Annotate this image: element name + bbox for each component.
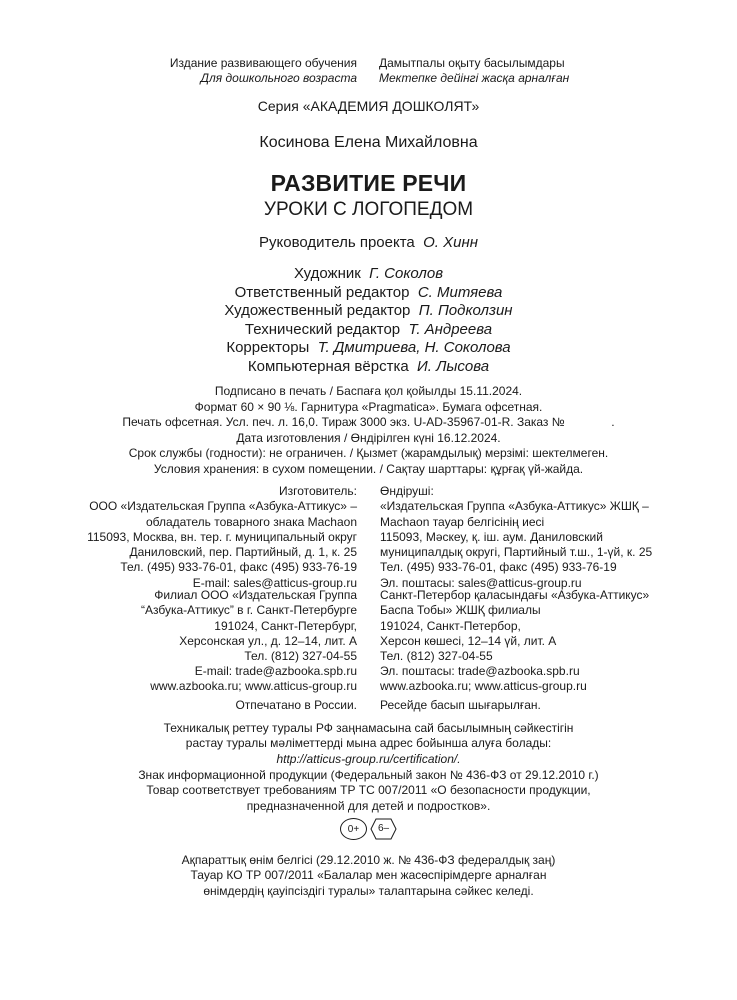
rating-hex-label: 6– bbox=[377, 823, 390, 834]
age-rating-badge: 0+ bbox=[340, 818, 367, 840]
series-name: Серия «АКАДЕМИЯ ДОШКОЛЯТ» bbox=[257, 98, 480, 114]
branch-ru bbox=[60, 588, 357, 680]
credit-line bbox=[0, 339, 737, 358]
branch-line: Баспа Тобы» ЖШҚ филиалы bbox=[380, 603, 541, 618]
branch-line: Санкт-Петербор қаласындағы «Азбука-Аттикус» bbox=[380, 588, 650, 602]
certification-line: Техникалық реттеу туралы РФ заңнамасына сай басылымның сәйкестігін bbox=[163, 721, 574, 735]
credit-role: Ответственный редактор bbox=[234, 283, 410, 301]
publishing-line: Срок службы (годности): не ограничен. / Қызмет (жарамдылық) мерзімі: шектелмеген. bbox=[128, 446, 609, 461]
info-sign bbox=[0, 768, 737, 814]
author-name: Косинова Елена Михайловна bbox=[259, 134, 478, 151]
branch-line: Тел. (812) 327-04-55 bbox=[380, 649, 493, 664]
header-right-line-2: Мектепке дейінгі жасқа арналған bbox=[379, 71, 570, 85]
websites-ru: www.azbooka.ru; www.atticus-group.ru bbox=[150, 679, 357, 693]
header-left bbox=[120, 56, 357, 86]
info-sign-line: предназначенной для детей и подростков». bbox=[246, 798, 491, 813]
printed-ru: Отпечатано в России. bbox=[235, 698, 357, 712]
kazakh-info-line: Тауар КО ТР 007/2011 «Балалар мен жасөспірімдерге арналған bbox=[190, 868, 547, 883]
manufacturer-label: Изготовитель: bbox=[279, 484, 357, 498]
manufacturer-kz bbox=[380, 484, 680, 591]
manufacturer-line: Machaon тауар белгісінің иесі bbox=[380, 514, 545, 529]
kazakh-info-line: өнімдердің қауіпсіздігі туралы» талаптарына сәйкес келеді. bbox=[203, 883, 534, 898]
branch-line: Херсонская ул., д. 12–14, лит. А bbox=[179, 633, 357, 648]
credit-role: Компьютерная вёрстка bbox=[247, 357, 409, 375]
book-subtitle: УРОКИ С ЛОГОПЕДОМ bbox=[263, 199, 474, 220]
publishing-line: Подписано в печать / Баспаға қол қойылды 15.11.2024. bbox=[214, 384, 523, 398]
credit-line bbox=[0, 284, 737, 303]
project-lead-role: Руководитель проекта bbox=[259, 234, 415, 251]
certification-url: http://atticus-group.ru/certification/. bbox=[276, 751, 461, 766]
credit-line bbox=[0, 358, 737, 377]
branch-line: 191024, Санкт-Петербор, bbox=[380, 618, 521, 633]
credits-list bbox=[0, 265, 737, 376]
credit-person: Т. Дмитриева, Н. Соколова bbox=[317, 339, 511, 356]
branch-kz bbox=[380, 588, 680, 680]
info-sign-line: Знак информационной продукции (Федеральный закон № 436-ФЗ от 29.12.2010 г.) bbox=[138, 768, 599, 782]
branch-line: “Азбука-Аттикус” в г. Санкт-Петербурге bbox=[141, 603, 357, 618]
credit-person: Т. Андреева bbox=[408, 320, 493, 338]
publishing-line: Условия хранения: в сухом помещении. / Сақтау шарттары: құрғақ үй-жайда. bbox=[153, 461, 584, 476]
book-title: РАЗВИТИЕ РЕЧИ bbox=[270, 170, 467, 196]
manufacturer-line: Даниловский, пер. Партийный, д. 1, к. 25 bbox=[129, 545, 357, 560]
credit-person: П. Подколзин bbox=[418, 302, 513, 319]
publishing-line: Формат 60 × 90 ⅛. Гарнитура «Pragmatica». Бумага офсетная. bbox=[194, 399, 543, 414]
branch-line: 191024, Санкт-Петербург, bbox=[214, 618, 357, 633]
credit-person: Г. Соколов bbox=[369, 265, 444, 282]
header-right bbox=[379, 56, 629, 86]
certification-line: растау туралы мәліметтерді мына адрес бойынша алуға болады: bbox=[185, 736, 552, 751]
credit-role: Технический редактор bbox=[244, 320, 401, 338]
credit-line bbox=[0, 321, 737, 340]
publishing-line: Дата изготовления / Өндірілген күні 16.12.2024. bbox=[236, 430, 501, 445]
rating-hex-badge bbox=[370, 818, 397, 840]
project-lead-name: О. Хинн bbox=[423, 234, 478, 251]
manufacturer-email: Эл. поштасы: sales@atticus-group.ru bbox=[380, 575, 582, 590]
info-sign-line: Товар соответствует требованиям ТР ТС 007/2011 «О безопасности продукции, bbox=[146, 783, 591, 798]
manufacturer-line: Тел. (495) 933-76-01, факс (495) 933-76-19 bbox=[120, 560, 357, 575]
manufacturer-ru bbox=[60, 484, 357, 591]
kazakh-info bbox=[0, 853, 737, 899]
header-left-line-2: Для дошкольного возраста bbox=[200, 71, 357, 85]
manufacturer-email: E-mail: sales@atticus-group.ru bbox=[192, 575, 357, 590]
credit-role: Корректоры bbox=[226, 339, 310, 356]
manufacturer-line: муниципалдық округі, Партийный т.ш., 1-үй, к. 25 bbox=[380, 545, 653, 560]
kazakh-info-line: Ақпараттық өнім белгісі (29.12.2010 ж. № 436-ФЗ федералдық заң) bbox=[181, 853, 556, 867]
manufacturer-label: Өндіруші: bbox=[380, 484, 434, 498]
credit-person: И. Лысова bbox=[417, 357, 490, 375]
certification-info bbox=[0, 721, 737, 767]
manufacturer-line: 115093, Москва, вн. тер. г. муниципальный округ bbox=[87, 529, 357, 544]
branch-email: Эл. поштасы: trade@azbooka.spb.ru bbox=[380, 664, 580, 679]
credit-role: Художник bbox=[293, 265, 361, 282]
branch-email: E-mail: trade@azbooka.spb.ru bbox=[194, 664, 357, 679]
header-right-line-1: Дамытпалы оқыту басылымдары bbox=[379, 56, 565, 70]
branch-line: Херсон көшесі, 12–14 үй, лит. А bbox=[380, 633, 557, 648]
credit-person: С. Митяева bbox=[417, 283, 503, 301]
manufacturer-line: Тел. (495) 933-76-01, факс (495) 933-76-19 bbox=[380, 560, 617, 575]
credit-line bbox=[0, 265, 737, 284]
branch-line: Филиал ООО «Издательская Группа bbox=[154, 588, 357, 602]
websites-kz: www.azbooka.ru; www.atticus-group.ru bbox=[380, 679, 587, 693]
manufacturer-line: обладатель товарного знака Machaon bbox=[145, 514, 357, 529]
header-left-line-1: Издание развивающего обучения bbox=[169, 56, 357, 70]
credit-role: Художественный редактор bbox=[224, 302, 411, 319]
manufacturer-line: «Издательская Группа «Азбука-Аттикус» ЖШҚ – bbox=[380, 499, 649, 514]
credit-line bbox=[0, 302, 737, 321]
manufacturer-line: ООО «Издательская Группа «Азбука-Аттикус» – bbox=[89, 499, 357, 514]
printed-kz: Ресейде басып шығарылған. bbox=[380, 698, 541, 712]
branch-line: Тел. (812) 327-04-55 bbox=[244, 649, 357, 664]
publishing-info bbox=[0, 384, 737, 478]
publishing-line: Печать офсетная. Усл. печ. л. 16,0. Тираж 3000 экз. U-AD-35967-01-R. Заказ № . bbox=[122, 415, 615, 430]
project-lead bbox=[0, 234, 737, 251]
manufacturer-line: 115093, Мәскеу, қ. іш. аум. Даниловский bbox=[380, 529, 603, 544]
